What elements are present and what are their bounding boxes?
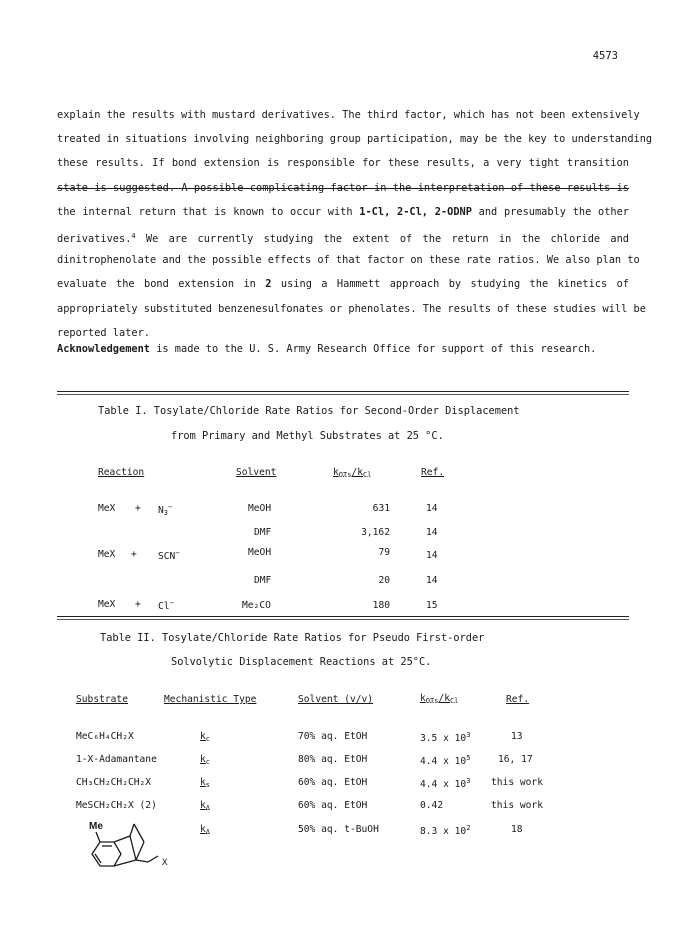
table2-mech: $k_c$: [200, 754, 210, 766]
table2-ref: this work: [491, 800, 543, 811]
body-paragraph: [57, 103, 653, 345]
table2-header-mechanistic-type: Mechanistic Type: [164, 694, 257, 705]
table1-solvent: MeOH: [248, 503, 272, 514]
table1-ref: 14: [426, 575, 438, 586]
table1-ratio: 180: [372, 600, 390, 611]
table2-substrate: MeC₆H₄CH₂X: [76, 731, 134, 742]
table2-ref: this work: [491, 777, 543, 788]
compound-refs: 1-Cl, 2-Cl, 2-ODNP: [359, 205, 472, 218]
table2-solvent: 80% aq. EtOH: [298, 754, 368, 765]
table1-ratio: 631: [372, 503, 390, 514]
table2-solvent: 60% aq. EtOH: [298, 777, 368, 788]
paragraph-line: appropriately substituted benzenesulfonates or phenolates. The results of these studies will be: [57, 302, 646, 315]
table1-caption-line1: Table I. Tosylate/Chloride Rate Ratios for Second-Order Displacement: [98, 405, 520, 417]
table1-nucleophile: SCN−: [158, 549, 180, 562]
table2-solvent: 60% aq. EtOH: [298, 800, 368, 811]
table1-plus: +: [135, 599, 141, 610]
table1-plus: +: [131, 549, 137, 560]
table-rule-bottom: [57, 616, 629, 620]
table1-ref: 14: [426, 503, 438, 514]
acknowledgement: [57, 343, 596, 355]
table1-header-ref: Ref.: [421, 467, 445, 478]
structure-label-me: Me: [89, 821, 103, 832]
table1-solvent: DMF: [254, 527, 272, 538]
table1-header-solvent: Solvent: [236, 467, 277, 478]
table2-header-solvent: Solvent (v/v): [298, 694, 374, 705]
table2-ratio: 8.3 x $10^2$: [420, 824, 471, 837]
table1-header-ratio: $k_{OTs}/k_{Cl}$: [333, 467, 372, 479]
table2-header-ref: Ref.: [506, 694, 530, 705]
table2-mech: $k_\Delta$: [200, 800, 210, 812]
page-number: 4573: [592, 50, 618, 62]
paragraph-line: treated in situations involving neighboring group participation, may be the key to understanding: [57, 133, 653, 146]
table2-ratio: 4.4 x $10^5$: [420, 754, 471, 767]
table2-ref: 18: [511, 824, 523, 835]
table1-solvent: MeOH: [248, 547, 272, 558]
table1-reactant: MeX: [98, 503, 116, 514]
table2-ratio: 0.42: [420, 800, 444, 811]
table2-header-substrate: Substrate: [76, 694, 128, 705]
table1-nucleophile: $N_3^-$: [158, 503, 173, 517]
table2-mech: $k_s$: [200, 777, 210, 789]
paragraph-line: evaluate the bond extension in 2 using a Hammett approach by studying the kinetics of: [57, 278, 629, 291]
table1-plus: +: [135, 503, 141, 514]
table2-mech: $k_c$: [200, 731, 210, 743]
table1-solvent: DMF: [254, 575, 272, 586]
table1-nucleophile: Cl−: [158, 599, 174, 612]
paragraph-line: these results. If bond extension is responsible for these results, a very tight transition: [57, 157, 629, 170]
table2-caption-line1: Table II. Tosylate/Chloride Rate Ratios for Pseudo First-order: [100, 632, 485, 644]
table2-ratio: 4.4 x $10^3$: [420, 777, 471, 790]
table1-reactant: MeX: [98, 599, 116, 610]
table2-substrate: CH₃CH₂CH₂CH₂X: [76, 777, 152, 788]
table1-reactant: MeX: [98, 549, 116, 560]
acknowledgement-label: Acknowledgement: [57, 343, 150, 355]
compound-ref: 2: [265, 278, 272, 291]
paragraph-line: dinitrophenolate and the possible effects of that factor on these rate ratios. We also plan to: [57, 254, 640, 267]
table2-ref: 16, 17: [498, 754, 533, 765]
table1-caption-line2: from Primary and Methyl Substrates at 25 °C.: [171, 430, 444, 442]
table-rule-top: [57, 391, 629, 395]
table2-ratio: 3.5 x $10^3$: [420, 731, 471, 744]
structure-label-x: X: [162, 858, 168, 868]
table1-ratio: 3,162: [361, 527, 390, 538]
table1-header-reaction: Reaction: [98, 467, 145, 478]
table2-header-ratio: $k_{OTs}/k_{Cl}$: [420, 693, 459, 705]
table2-solvent: 70% aq. EtOH: [298, 731, 368, 742]
table2-solvent: 50% aq. t-BuOH: [298, 824, 379, 835]
table2-substrate: MeSCH₂CH₂X (2): [76, 800, 157, 811]
acknowledgement-text: is made to the U. S. Army Research Office for support of this research.: [150, 343, 597, 355]
paragraph-line: derivatives.$^4$ We are currently studying the extent of the return in the chloride and: [57, 231, 629, 245]
paragraph-line-struck: state is suggested. A possible complicating factor in the interpretation of these results is: [57, 181, 629, 194]
table1-solvent: Me₂CO: [242, 600, 271, 611]
table2-substrate: 1-X-Adamantane: [76, 754, 157, 765]
citation-ref: 4: [131, 231, 136, 240]
table1-ref: 15: [426, 600, 438, 611]
bicyclic-structure: [86, 818, 176, 878]
table1-ref: 14: [426, 550, 438, 561]
paragraph-line: explain the results with mustard derivatives. The third factor, which has not been extensively: [57, 109, 640, 121]
table1-ratio: 79: [378, 547, 390, 558]
table2-ref: 13: [511, 731, 523, 742]
table1-ref: 14: [426, 527, 438, 538]
table2-caption-line2: Solvolytic Displacement Reactions at 25°C.: [171, 656, 432, 668]
paragraph-line: the internal return that is known to occur with 1-Cl, 2-Cl, 2-ODNP and presumably the other: [57, 205, 630, 218]
table1-ratio: 20: [378, 575, 390, 586]
table2-mech: $k_\Delta$: [200, 824, 210, 836]
paragraph-line: reported later.: [57, 326, 150, 339]
